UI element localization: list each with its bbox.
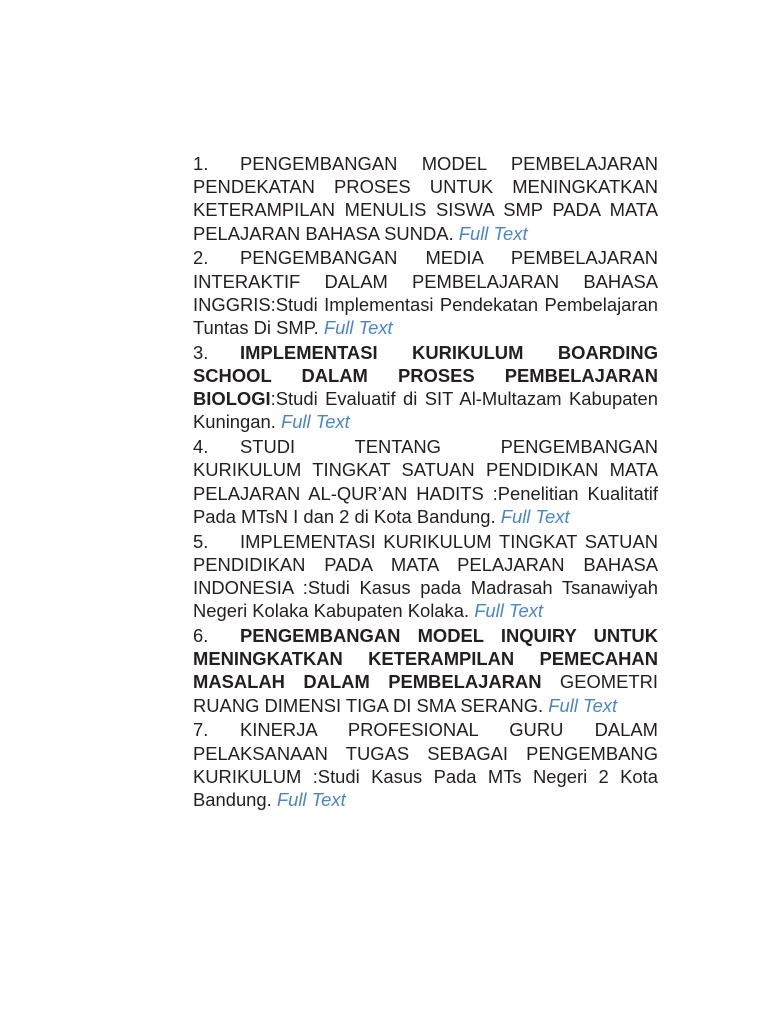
item-number: 7. xyxy=(193,719,209,741)
list-item xyxy=(193,152,658,245)
item-number: 3. xyxy=(193,341,209,363)
full-text-link[interactable]: Full Text xyxy=(323,317,393,339)
item-number: 4. xyxy=(193,436,209,458)
full-text-link[interactable]: Full Text xyxy=(276,789,346,811)
list-item xyxy=(193,718,658,811)
full-text-link[interactable]: Full Text xyxy=(458,222,528,244)
item-number: 6. xyxy=(193,625,209,647)
item-title: PENGEMBANGAN MEDIA PEMBELAJARAN INTERAKTIF DALAM PEMBELAJARAN BAHASA INGGRIS:Studi Implementasi Pendekatan Pembelajaran Tuntas Di SMP. xyxy=(193,247,658,339)
list-item xyxy=(193,435,658,528)
item-title-bold: IMPLEMENTASI KURIKULUM BOARDING SCHOOL DALAM PROSES PEMBELAJARAN BIOLOGI xyxy=(193,341,658,410)
full-text-link[interactable]: Full Text xyxy=(500,505,570,527)
full-text-link[interactable]: Full Text xyxy=(474,600,544,622)
list-item xyxy=(193,624,658,717)
item-title: GEOMETRI RUANG DIMENSI TIGA DI SMA SERANG. xyxy=(193,671,659,716)
thesis-list xyxy=(193,152,658,811)
item-number: 5. xyxy=(193,530,209,552)
item-number: 1. xyxy=(193,153,209,174)
item-title: IMPLEMENTASI KURIKULUM TINGKAT SATUAN PENDIDIKAN PADA MATA PELAJARAN BAHASA INDONESIA :Studi Kasus pada Madrasah Tsanawiyah Negeri Kolaka Kabupaten Kolaka. xyxy=(193,530,658,622)
item-title: :Studi Evaluatif di SIT Al-Multazam Kabupaten Kuningan. xyxy=(193,388,658,433)
document-page xyxy=(193,152,658,813)
item-title-bold: PENGEMBANGAN MODEL INQUIRY UNTUK MENINGKATKAN KETERAMPILAN PEMECAHAN MASALAH DALAM PEMBELAJARAN xyxy=(193,625,658,693)
list-item xyxy=(193,530,658,623)
list-item xyxy=(193,341,658,434)
full-text-link[interactable]: Full Text xyxy=(548,694,618,716)
list-item xyxy=(193,246,658,339)
item-title: KINERJA PROFESIONAL GURU DALAM PELAKSANAAN TUGAS SEBAGAI PENGEMBANG KURIKULUM :Studi Kasus Pada MTs Negeri 2 Kota Bandung. xyxy=(193,719,658,811)
item-title: STUDI TENTANG PENGEMBANGAN KURIKULUM TINGKAT SATUAN PENDIDIKAN MATA PELAJARAN AL-QUR’AN HADITS :Penelitian Kualitatif Pada MTsN I dan 2 di Kota Bandung. xyxy=(193,436,658,527)
item-number: 2. xyxy=(193,247,209,269)
item-title: PENGEMBANGAN MODEL PEMBELAJARAN PENDEKATAN PROSES UNTUK MENINGKATKAN KETERAMPILAN MENULIS SISWA SMP PADA MATA PELAJARAN BAHASA SUNDA. xyxy=(193,153,658,244)
full-text-link[interactable]: Full Text xyxy=(280,411,350,433)
